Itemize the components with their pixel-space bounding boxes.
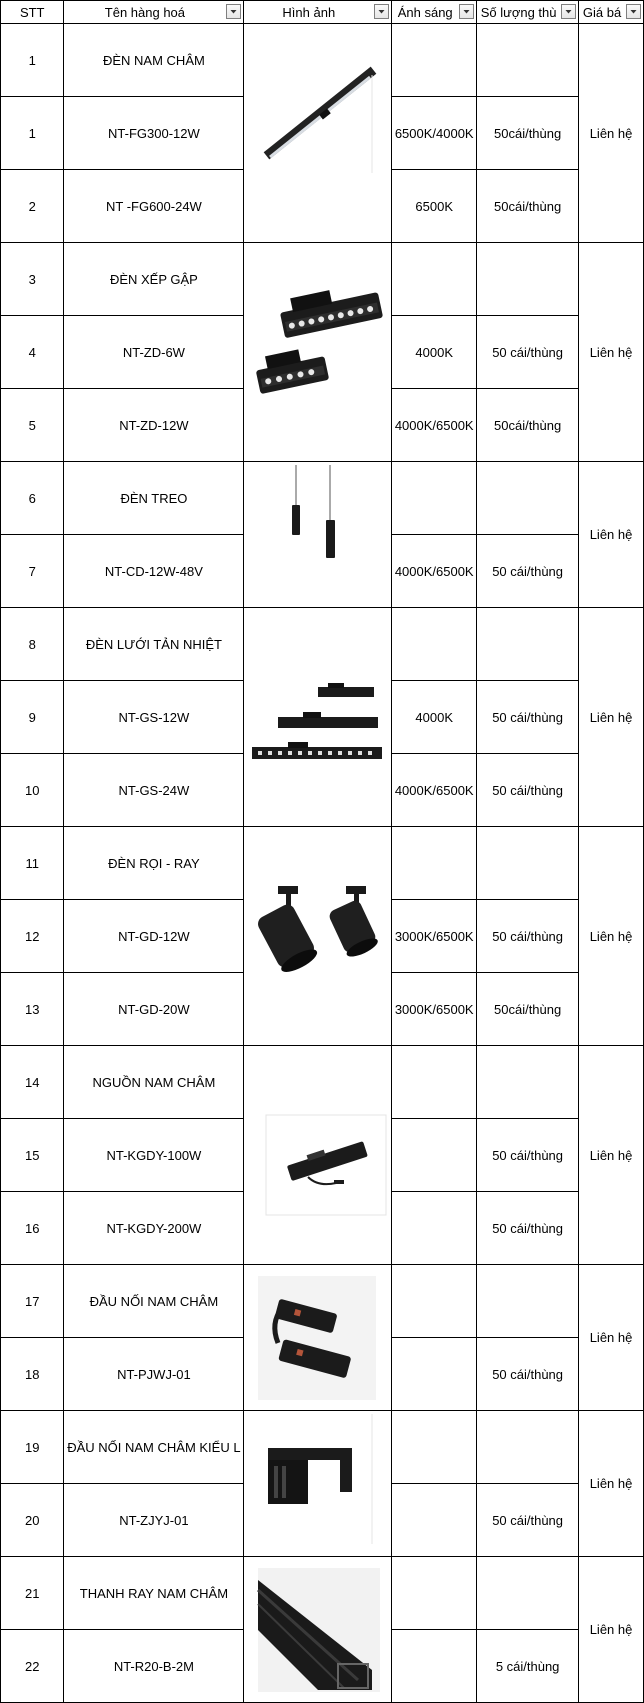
table-row [1, 243, 644, 316]
price-cell: Liên hệ [579, 24, 644, 243]
header-light-label: Ánh sáng [397, 4, 453, 20]
qty-cell: 50 cái/thùng [477, 535, 579, 608]
name-cell: NT-KGDY-100W [64, 1119, 244, 1192]
light-cell [392, 243, 477, 316]
qty-cell: 50 cái/thùng [477, 681, 579, 754]
qty-cell [477, 1557, 579, 1630]
header-stt [1, 1, 64, 24]
name-cell: NT-GD-12W [64, 900, 244, 973]
name-cell: NT-ZD-12W [64, 389, 244, 462]
stt-cell: 11 [1, 827, 64, 900]
qty-cell: 50cái/thùng [477, 389, 579, 462]
name-cell: ĐÈN RỌI - RAY [64, 827, 244, 900]
name-cell: NT-ZJYJ-01 [64, 1484, 244, 1557]
name-cell: NT-GS-12W [64, 681, 244, 754]
table-row [1, 462, 644, 535]
header-image-label: Hình ảnh [282, 4, 336, 20]
stt-cell: 8 [1, 608, 64, 681]
price-cell: Liên hệ [579, 1046, 644, 1265]
light-cell: 3000K/6500K [392, 900, 477, 973]
qty-cell: 50cái/thùng [477, 973, 579, 1046]
light-cell: 3000K/6500K [392, 973, 477, 1046]
light-cell [392, 1411, 477, 1484]
light-cell [392, 1630, 477, 1703]
magnetic-connector-image [244, 1265, 392, 1411]
price-cell: Liên hệ [579, 1265, 644, 1411]
dropdown-filter-icon[interactable] [626, 4, 641, 19]
stt-cell: 19 [1, 1411, 64, 1484]
light-cell: 4000K/6500K [392, 754, 477, 827]
table-row [1, 1411, 644, 1484]
light-cell: 4000K/6500K [392, 535, 477, 608]
stt-cell: 14 [1, 1046, 64, 1119]
dropdown-filter-icon[interactable] [226, 4, 241, 19]
magnetic-power-supply-image [244, 1046, 392, 1265]
light-cell: 4000K [392, 681, 477, 754]
stt-cell: 18 [1, 1338, 64, 1411]
stt-cell: 21 [1, 1557, 64, 1630]
header-name-label: Tên hàng hoá [104, 4, 186, 20]
l-shape-connector-image [244, 1411, 392, 1557]
table-row [1, 24, 644, 97]
header-image [244, 1, 392, 24]
grille-light-image [244, 608, 392, 827]
stt-cell: 9 [1, 681, 64, 754]
stt-cell: 16 [1, 1192, 64, 1265]
light-cell: 4000K [392, 316, 477, 389]
light-cell [392, 1338, 477, 1411]
header-price [579, 1, 644, 24]
qty-cell: 50cái/thùng [477, 97, 579, 170]
stt-cell: 6 [1, 462, 64, 535]
qty-cell [477, 827, 579, 900]
stt-cell: 20 [1, 1484, 64, 1557]
price-cell: Liên hệ [579, 243, 644, 462]
track-spotlight-image [244, 827, 392, 1046]
name-cell: ĐÈN NAM CHÂM [64, 24, 244, 97]
light-cell [392, 1265, 477, 1338]
stt-cell: 17 [1, 1265, 64, 1338]
dropdown-filter-icon[interactable] [459, 4, 474, 19]
qty-cell: 50 cái/thùng [477, 316, 579, 389]
qty-cell [477, 243, 579, 316]
name-cell: THANH RAY NAM CHÂM [64, 1557, 244, 1630]
header-qty [477, 1, 579, 24]
name-cell: NT-PJWJ-01 [64, 1338, 244, 1411]
qty-cell: 5 cái/thùng [477, 1630, 579, 1703]
name-cell: ĐÈN TREO [64, 462, 244, 535]
stt-cell: 13 [1, 973, 64, 1046]
header-price-label: Giá bá [582, 4, 622, 20]
stt-cell: 15 [1, 1119, 64, 1192]
light-cell [392, 1046, 477, 1119]
qty-cell: 50 cái/thùng [477, 1338, 579, 1411]
table-row [1, 1557, 644, 1630]
light-cell: 6500K [392, 170, 477, 243]
light-cell [392, 462, 477, 535]
light-cell [392, 608, 477, 681]
qty-cell [477, 608, 579, 681]
dropdown-filter-icon[interactable] [561, 4, 576, 19]
name-cell: NT-R20-B-2M [64, 1630, 244, 1703]
qty-cell [477, 1411, 579, 1484]
folding-grille-light-image [244, 243, 392, 462]
qty-cell: 50 cái/thùng [477, 900, 579, 973]
name-cell: NGUỒN NAM CHÂM [64, 1046, 244, 1119]
light-cell [392, 1119, 477, 1192]
qty-cell [477, 1046, 579, 1119]
qty-cell: 50 cái/thùng [477, 754, 579, 827]
qty-cell [477, 462, 579, 535]
stt-cell: 1 [1, 24, 64, 97]
name-cell: NT-KGDY-200W [64, 1192, 244, 1265]
light-cell [392, 827, 477, 900]
light-cell [392, 1557, 477, 1630]
light-cell [392, 24, 477, 97]
light-cell [392, 1192, 477, 1265]
price-cell: Liên hệ [579, 1411, 644, 1557]
light-cell: 6500K/4000K [392, 97, 477, 170]
table-row [1, 608, 644, 681]
stt-cell: 3 [1, 243, 64, 316]
light-cell [392, 1484, 477, 1557]
name-cell: ĐẦU NỐI NAM CHÂM [64, 1265, 244, 1338]
stt-cell: 2 [1, 170, 64, 243]
header-name [64, 1, 244, 24]
stt-cell: 12 [1, 900, 64, 973]
table-row [1, 1265, 644, 1338]
name-cell: NT-GD-20W [64, 973, 244, 1046]
qty-cell: 50cái/thùng [477, 170, 579, 243]
name-cell: ĐÈN LƯỚI TẢN NHIỆT [64, 608, 244, 681]
header-stt-label: STT [19, 4, 45, 20]
stt-cell: 4 [1, 316, 64, 389]
stt-cell: 1 [1, 97, 64, 170]
name-cell: ĐẦU NỐI NAM CHÂM KIỂU L [64, 1411, 244, 1484]
name-cell: ĐÈN XẾP GẬP [64, 243, 244, 316]
qty-cell [477, 1265, 579, 1338]
qty-cell [477, 24, 579, 97]
name-cell: NT-ZD-6W [64, 316, 244, 389]
price-cell: Liên hệ [579, 608, 644, 827]
stt-cell: 5 [1, 389, 64, 462]
header-qty-label: Số lượng thù [480, 4, 557, 20]
header-light [392, 1, 477, 24]
stt-cell: 22 [1, 1630, 64, 1703]
name-cell: NT-CD-12W-48V [64, 535, 244, 608]
price-cell: Liên hệ [579, 827, 644, 1046]
magnetic-track-rail-image [244, 1557, 392, 1703]
qty-cell: 50 cái/thùng [477, 1192, 579, 1265]
stt-cell: 7 [1, 535, 64, 608]
price-cell: Liên hệ [579, 462, 644, 608]
header-row [1, 1, 644, 24]
table-row [1, 827, 644, 900]
qty-cell: 50 cái/thùng [477, 1119, 579, 1192]
name-cell: NT-FG300-12W [64, 97, 244, 170]
name-cell: NT -FG600-24W [64, 170, 244, 243]
table-row [1, 1046, 644, 1119]
price-cell: Liên hệ [579, 1557, 644, 1703]
name-cell: NT-GS-24W [64, 754, 244, 827]
stt-cell: 10 [1, 754, 64, 827]
qty-cell: 50 cái/thùng [477, 1484, 579, 1557]
pendant-light-image [244, 462, 392, 608]
magnetic-linear-light-image [244, 24, 392, 243]
dropdown-filter-icon[interactable] [374, 4, 389, 19]
light-cell: 4000K/6500K [392, 389, 477, 462]
